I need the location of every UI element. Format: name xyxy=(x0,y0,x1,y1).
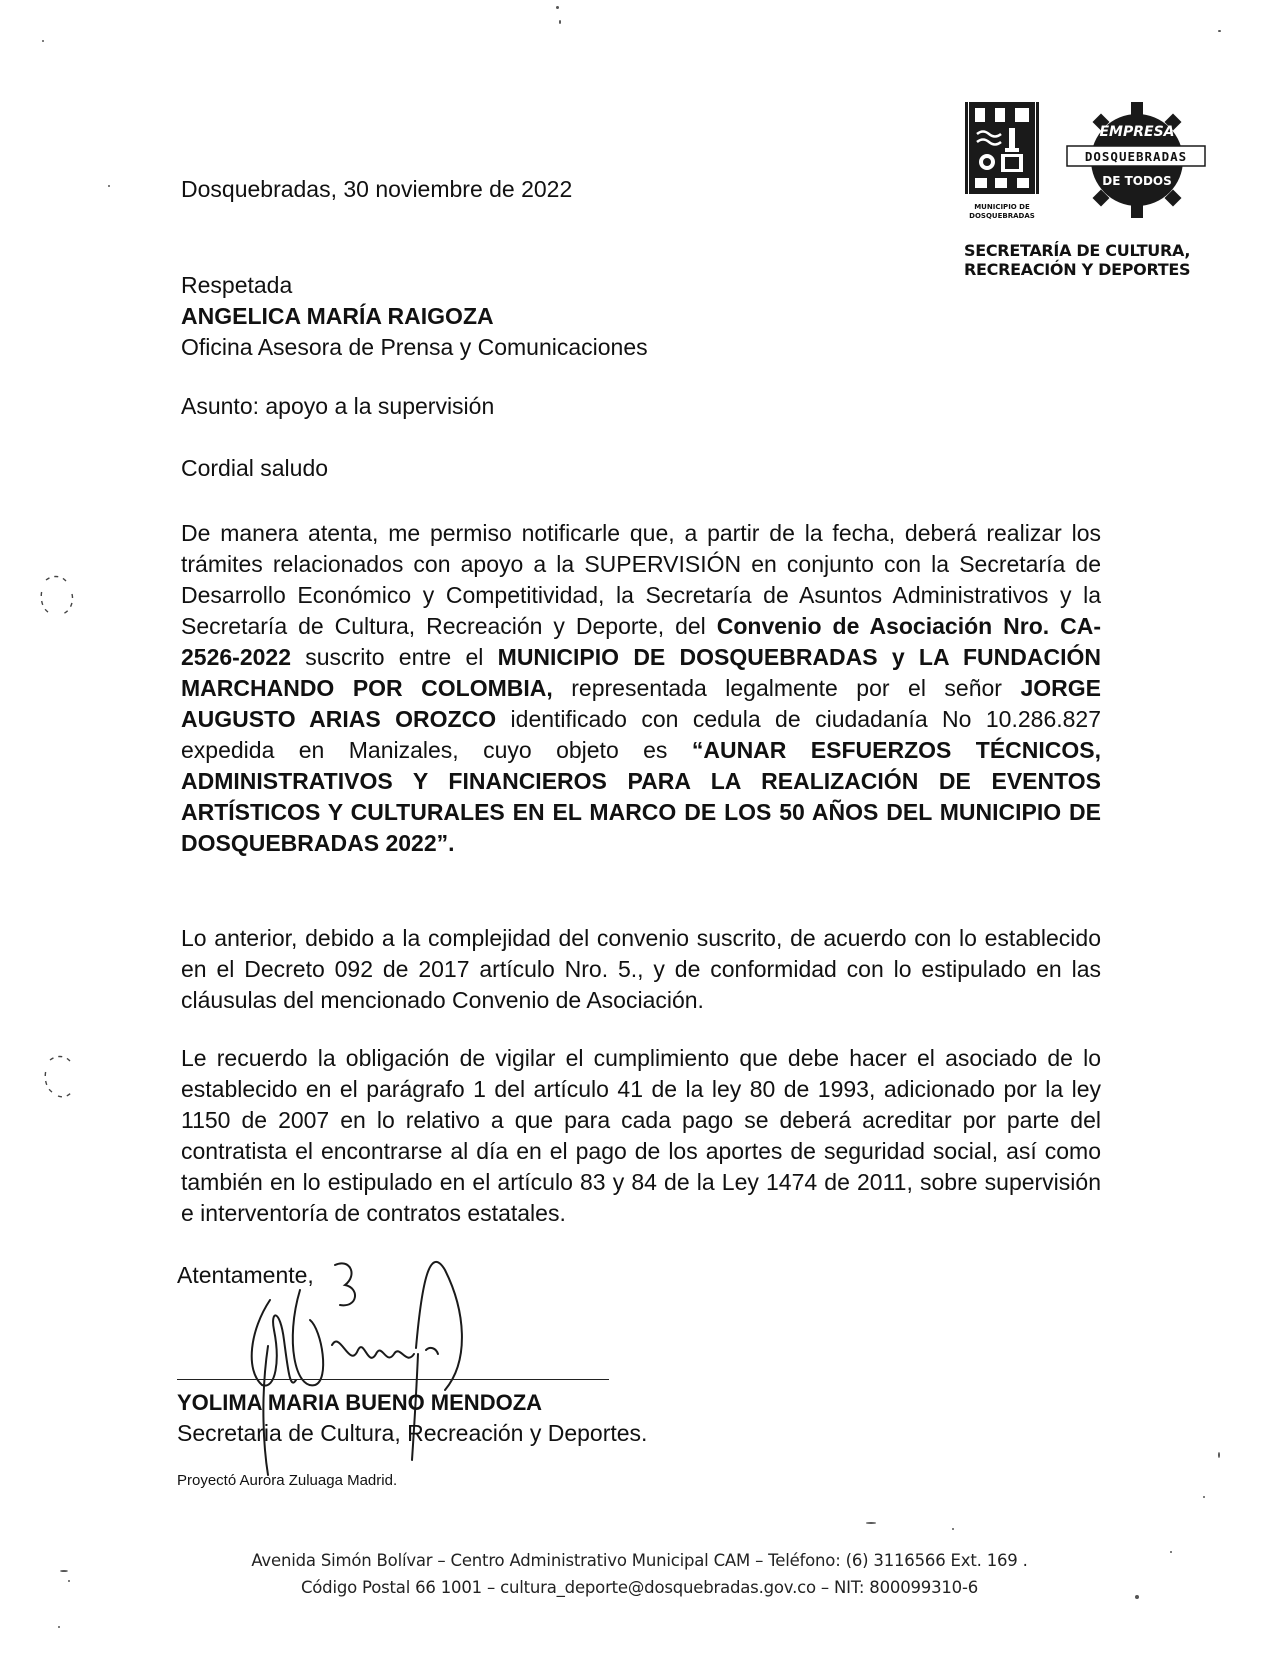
municipio-logo-caption: MUNICIPIO DE xyxy=(974,203,1030,211)
convenio-object: “AUNAR ESFUERZOS TÉCNICOS, ADMINISTRATIVOS Y FINANCIEROS PARA LA REALIZACIÓN DE EVENTOS ARTÍSTICOS Y CULTURALES EN EL MARCO DE LOS 50 AÑOS DEL MUNICIPIO DE DOSQUEBRADAS 2022”. xyxy=(181,737,1101,856)
scan-speck xyxy=(556,6,559,9)
municipio-dosquebradas-logo xyxy=(965,98,1065,228)
scan-speck xyxy=(1135,1595,1139,1599)
empresa-logo-middle: DOSQUEBRADAS xyxy=(1084,149,1188,164)
salutation: Respetada xyxy=(181,272,293,298)
scan-speck xyxy=(866,1522,876,1524)
empresa-logo-top: EMPRESA xyxy=(1099,124,1175,140)
signature-line xyxy=(177,1379,609,1380)
paragraph-1: De manera atenta, me permiso notificarle que, a partir de la fecha, deberá realizar los trámites relacionados con apoyo a la SUPERVISIÓN en conjunto con la Secretaría de Desarrollo Económico y Competitividad, la Secretaría de Asuntos Administrativos y la Secretaría de Cultura, Recreación y Deporte, del Convenio de Asociación Nro. CA-2526-2022 suscrito entre el MUNICIPIO DE DOSQUEBRADAS y LA FUNDACIÓN MARCHANDO POR COLOMBIA, representada legalmente por el señor JORGE AUGUSTO ARIAS OROZCO identificado con cedula de ciudadanía No 10.286.827 expedida en Manizales, cuyo objeto es “AUNAR ESFUERZOS TÉCNICOS, ADMINISTRATIVOS Y FINANCIEROS PARA LA REALIZACIÓN DE EVENTOS ARTÍSTICOS Y CULTURALES EN EL MARCO DE LOS 50 AÑOS DEL MUNICIPIO DE DOSQUEBRADAS 2022”. xyxy=(181,520,1101,856)
empresa-logo-bottom: DE TODOS xyxy=(1102,174,1172,188)
punch-hole-mark xyxy=(36,572,80,620)
secretaria-line-1: SECRETARÍA DE CULTURA, xyxy=(964,241,1191,260)
scan-speck xyxy=(1203,1496,1205,1498)
footer-contact: Código Postal 66 1001 – cultura_deporte@dosquebradas.gov.co – NIT: 800099310-6 xyxy=(300,1578,979,1597)
recipient-name: ANGELICA MARÍA RAIGOZA xyxy=(181,303,494,329)
secretaria-line-2: RECREACIÓN Y DEPORTES xyxy=(964,260,1191,279)
legal-representative: JORGE AUGUSTO ARIAS OROZCO xyxy=(181,675,1101,732)
empresa-gear-logo xyxy=(1063,94,1207,226)
closing: Atentamente, xyxy=(177,1262,314,1288)
signer-role: Secretaria de Cultura, Recreación y Deportes. xyxy=(177,1420,648,1446)
punch-hole-mark xyxy=(40,1052,84,1100)
projected-by: Proyectó Aurora Zuluaga Madrid. xyxy=(177,1472,398,1489)
convenio-number: Convenio de Asociación Nro. CA-2526-2022 xyxy=(181,613,1101,670)
scan-speck xyxy=(559,20,561,24)
scan-speck xyxy=(42,40,44,42)
letter-greeting: Cordial saludo xyxy=(181,455,329,481)
scan-speck xyxy=(1218,30,1221,32)
recipient-office: Oficina Asesora de Prensa y Comunicaciones xyxy=(181,334,648,360)
recipient-block xyxy=(181,270,648,363)
svg-text:DOSQUEBRADAS: DOSQUEBRADAS xyxy=(969,212,1035,220)
paragraph-2: Lo anterior, debido a la complejidad del convenio suscrito, de acuerdo con lo establecido en el Decreto 092 de 2017 artículo Nro. 5., y de conformidad con lo estipulado en las cláusulas del mencionado Convenio de Asociación. xyxy=(181,925,1101,1013)
letter-subject: Asunto: apoyo a la supervisión xyxy=(181,393,495,419)
scan-speck xyxy=(1170,1551,1172,1553)
scan-speck xyxy=(1218,1452,1220,1458)
scan-speck xyxy=(60,1570,68,1572)
scan-speck xyxy=(58,1626,60,1628)
scan-speck xyxy=(108,185,110,187)
signer-name: YOLIMA MARIA BUENO MENDOZA xyxy=(177,1390,543,1415)
footer-address: Avenida Simón Bolívar – Centro Administrativo Municipal CAM – Teléfono: (6) 3116566 Ext. 169 . xyxy=(251,1551,1028,1570)
letter-date: Dosquebradas, 30 noviembre de 2022 xyxy=(181,176,573,202)
paragraph-3: Le recuerdo la obligación de vigilar el cumplimiento que debe hacer el asociado de lo establecido en el parágrafo 1 del artículo 41 de la ley 80 de 1993, adicionado por la ley 1150 de 2007 en lo relativo a que para cada pago se deberá acreditar por parte del contratista el encontrarse al día en el pago de los aportes de seguridad social, así como también en lo estipulado en el artículo 83 y 84 de la Ley 1474 de 2011, sobre supervisión e interventoría de contratos estatales. xyxy=(181,1045,1101,1226)
scan-speck xyxy=(952,1528,954,1530)
scan-speck xyxy=(68,1580,70,1582)
parties: MUNICIPIO DE DOSQUEBRADAS y LA FUNDACIÓN MARCHANDO POR COLOMBIA, xyxy=(181,644,1101,701)
secretaria-title xyxy=(964,241,1204,279)
